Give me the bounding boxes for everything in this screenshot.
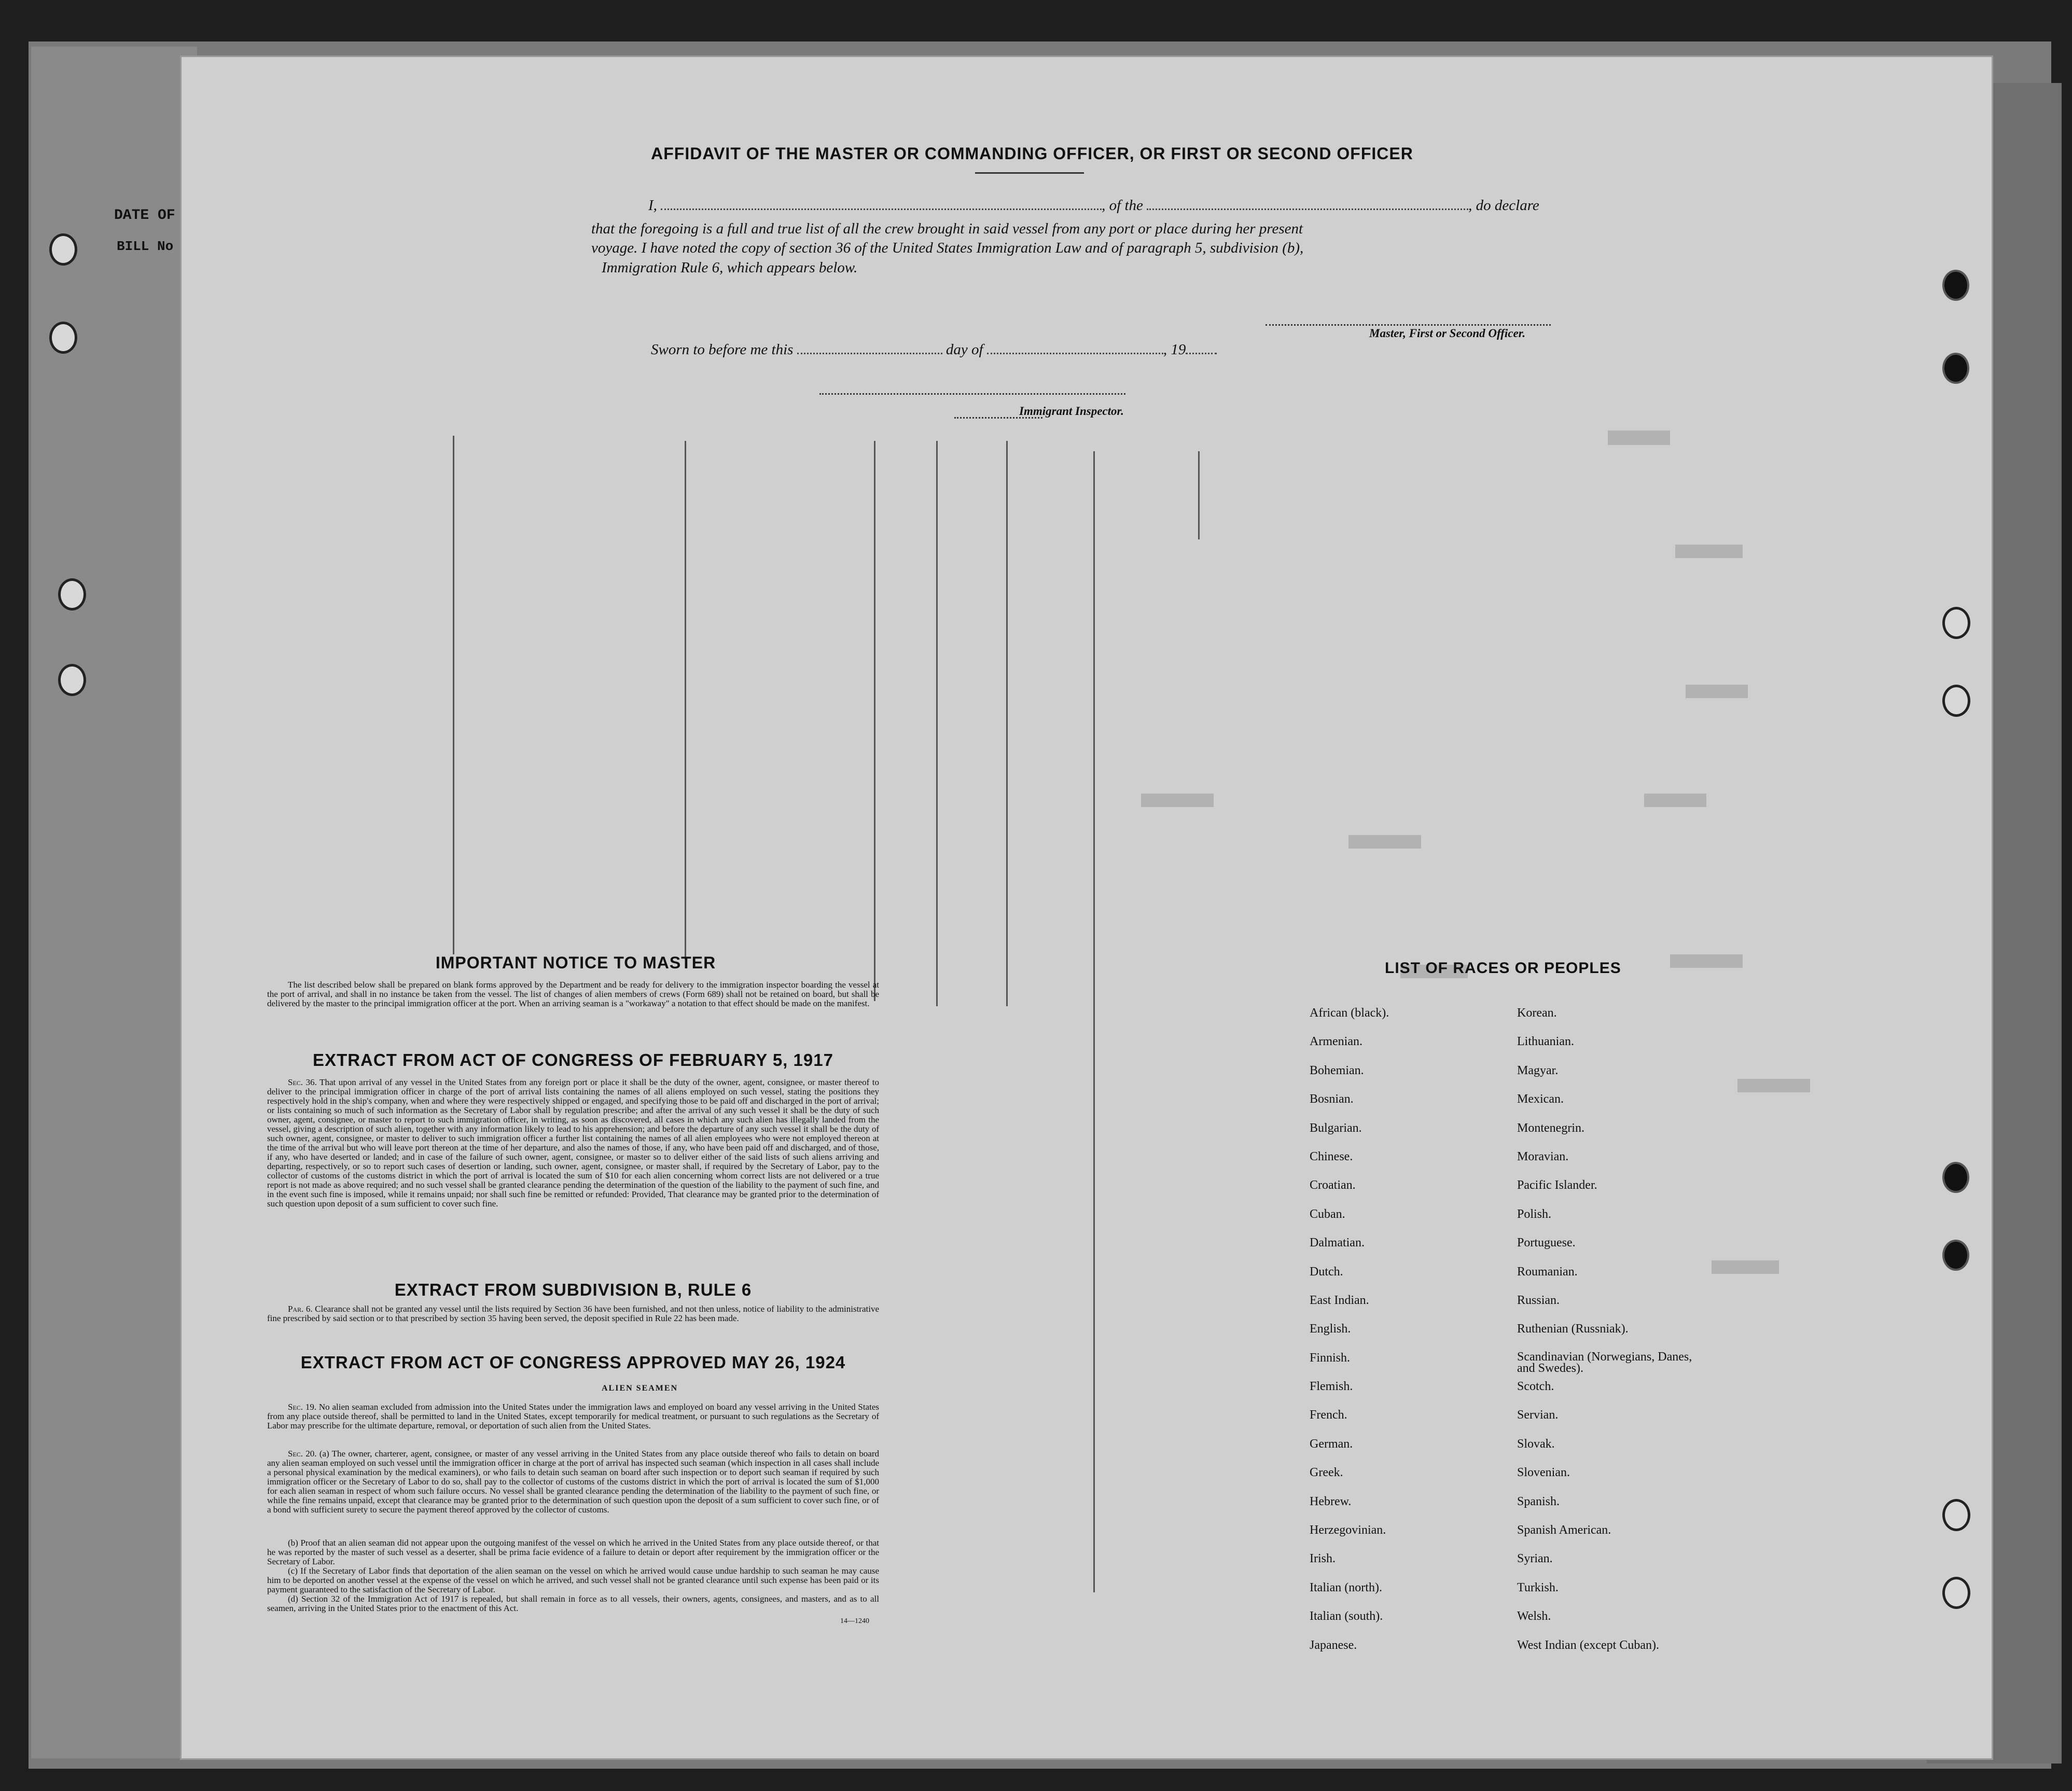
races-column-2 <box>1517 1006 1704 1667</box>
race-item: Lithuanian. <box>1517 1035 1574 1049</box>
races-title: LIST OF RACES OR PEOPLES <box>1385 960 1621 977</box>
race-item: Spanish American. <box>1517 1523 1611 1537</box>
title-rule <box>975 172 1084 174</box>
race-item: Irish. <box>1310 1552 1336 1566</box>
sec-19-body: No alien seaman excluded from admission into the United States under the immigration laws and employed on board any vessel arriving in the United States from any place outside thereof, shall be permitted to land in the United States, except temporarily for medical treatment, or pursuant to such regulations as the Secretary of Labor may prescribe for the ultimate departure, removal, or deportation of such alien from the United States. <box>267 1402 879 1431</box>
master-signature-label: Master, First or Second Officer. <box>1369 327 1526 340</box>
inspector-rule-top <box>819 393 1125 395</box>
inspector-label: Immigrant Inspector. <box>1019 405 1124 418</box>
race-item: Bulgarian. <box>1310 1121 1362 1135</box>
race-item: Polish. <box>1517 1207 1552 1221</box>
affidavit-line-4: Immigration Rule 6, which appears below. <box>602 259 858 276</box>
race-item: German. <box>1310 1437 1353 1451</box>
race-item: Ruthenian (Russniak). <box>1517 1322 1629 1336</box>
punch-hole <box>1942 1240 1969 1271</box>
column-rule <box>874 441 875 1001</box>
affidavit-i: I, <box>648 197 657 214</box>
race-item: Mexican. <box>1517 1092 1564 1106</box>
bleed-mark <box>1644 794 1706 807</box>
race-item: Slovenian. <box>1517 1466 1570 1480</box>
sec-20-label: Sec. 20. <box>288 1449 317 1459</box>
extract-1924-title: EXTRACT FROM ACT OF CONGRESS APPROVED MAY 26, 1924 <box>300 1353 846 1372</box>
sec-20c-paragraph: (c) If the Secretary of Labor finds that deportation of the alien seaman on the vessel on which he arrived would cause undue hardship to such seaman he may cause him to be deported on another vessel at the expense of the vessel on which he arrived, and such vessel shall not be granted clearance until such expense has been paid or its payment guaranteed to the satisfaction of the Secretary of Labor. <box>267 1566 879 1594</box>
alien-seamen-subtitle: ALIEN SEAMEN <box>602 1384 678 1393</box>
race-item: West Indian (except Cuban). <box>1517 1638 1659 1652</box>
column-rule <box>685 441 686 960</box>
race-item: Dalmatian. <box>1310 1236 1365 1250</box>
race-item: Scandinavian (Norwegians, Danes, and Swedes). <box>1517 1350 1692 1375</box>
race-item: Bosnian. <box>1310 1092 1354 1106</box>
bleed-mark <box>1670 954 1743 968</box>
race-item: East Indian. <box>1310 1293 1369 1307</box>
race-item: Italian (north). <box>1310 1580 1382 1594</box>
race-item: Chinese. <box>1310 1149 1353 1163</box>
master-signature-line <box>1266 324 1551 326</box>
sec-20d-paragraph: (d) Section 32 of the Immigration Act of 1917 is repealed, but shall remain in force as to all vessels, their owners, agents, consignees, and masters, and as to all seamen, arriving in the United States prior to the enactment of this Act. <box>267 1594 879 1613</box>
punch-hole <box>1942 1499 1970 1531</box>
race-item: Croatian. <box>1310 1178 1356 1192</box>
race-item: Spanish. <box>1517 1494 1560 1508</box>
race-item: Armenian. <box>1310 1035 1362 1049</box>
bleed-mark <box>1608 431 1670 445</box>
column-rule <box>1093 451 1095 1592</box>
sec-19-label: Sec. 19. <box>288 1402 317 1412</box>
par-6-label: Par. 6. <box>288 1304 313 1314</box>
bleed-mark <box>1348 835 1421 849</box>
bleed-mark <box>1141 794 1214 807</box>
affidavit-declare: , do declare <box>1468 197 1539 214</box>
race-item: French. <box>1310 1408 1347 1422</box>
race-item: Dutch. <box>1310 1265 1343 1279</box>
underlying-left-strip <box>31 47 197 1758</box>
sworn-year-blank <box>1186 342 1217 354</box>
punch-hole <box>1942 1162 1969 1193</box>
sec-36-label: Sec. 36. <box>288 1077 317 1087</box>
race-item: Syrian. <box>1517 1552 1553 1566</box>
affidavit-line-3: voyage. I have noted the copy of section 36 of the United States Immigration Law and of paragraph 5, subdivision (b), <box>591 240 1304 256</box>
extract-1917-title: EXTRACT FROM ACT OF CONGRESS OF FEBRUARY 5, 1917 <box>313 1050 833 1070</box>
punch-hole <box>49 322 77 354</box>
par-6-body: Clearance shall not be granted any vessel until the lists required by Section 36 have been furnished, and not then unless, notice of liability to the administrative fine prescribed by said section or to that prescribed by section 35 having been served, the deposit specified in Rule 22 has been made. <box>267 1304 879 1323</box>
race-item: Pacific Islander. <box>1517 1178 1597 1192</box>
sec-20a-paragraph <box>267 1449 879 1515</box>
sworn-year: , 19 <box>1163 341 1186 358</box>
race-item: Korean. <box>1517 1006 1557 1020</box>
punch-hole <box>1942 353 1969 384</box>
race-item: Turkish. <box>1517 1580 1559 1594</box>
sec-19-paragraph <box>267 1403 879 1431</box>
vessel-blank <box>1147 198 1468 210</box>
rule-6-paragraph <box>267 1304 879 1323</box>
race-item: Bohemian. <box>1310 1063 1364 1077</box>
punch-hole <box>58 664 86 696</box>
affidavit-line-2: that the foregoing is a full and true list of all the crew brought in said vessel from any port or place during her present <box>591 220 1303 237</box>
punch-hole <box>58 578 86 610</box>
sec-20a-body: (a) The owner, charterer, agent, consignee, or master of any vessel arriving in the United States from any place outside thereof who fails to detain on board any alien seaman employed on such vessel until the immigration officer in charge at the port of arrival has inspected such seaman (which inspection in all cases shall include a personal physical examination by the medical examiners), or who fails to detain such seaman on board after such inspection or to deport such seaman if required by such immigration officer or the Secretary of Labor to do so, shall pay to the collector of customs of the customs district in which the port of arrival is located the sum of $1,000 for each alien seaman in respect of whom such failure occurs. No vessel shall be granted clearance pending the determination of the liability to the payment of such fine, or while the fine remains unpaid, except that clearance may be granted prior to the determination of such question upon the deposit of a sum sufficient to cover such fine, or of a bond with sufficient surety to secure the payment thereof approved by the collector of customs. <box>267 1449 880 1515</box>
race-item: Herzegovinian. <box>1310 1523 1386 1537</box>
sworn-line <box>651 341 1217 358</box>
behind-date-label: DATE OF <box>114 207 175 224</box>
race-item: African (black). <box>1310 1006 1389 1020</box>
races-column-1 <box>1310 1006 1389 1667</box>
race-item: English. <box>1310 1322 1351 1336</box>
column-rule <box>936 441 938 1006</box>
sec-20b-paragraph: (b) Proof that an alien seaman did not appear upon the outgoing manifest of the vessel on which he arrived in the United States from any place outside thereof, or that he was reported by the master of such vessel as a deserter, shall be prima facie evidence of a failure to detain or deport after requirement by the immigration officer or the Secretary of Labor. <box>267 1538 879 1566</box>
race-item: Russian. <box>1517 1293 1560 1307</box>
sworn-day-of: day of <box>945 341 983 358</box>
bleed-mark <box>1737 1079 1810 1092</box>
affidavit-title: AFFIDAVIT OF THE MASTER OR COMMANDING OFFICER, OR FIRST OR SECOND OFFICER <box>651 144 1413 163</box>
column-rule <box>1198 451 1200 539</box>
race-item: Cuban. <box>1310 1207 1345 1221</box>
punch-hole <box>1942 1577 1970 1609</box>
punch-hole <box>1942 607 1970 639</box>
race-item: Flemish. <box>1310 1380 1353 1394</box>
race-item: Scotch. <box>1517 1380 1554 1394</box>
notice-body: The list described below shall be prepared on blank forms approved by the Department and be ready for delivery to the immigration inspector boarding the vessel at the port of arrival, and shall in no instance be taken from the vessel. The list of changes of alien members of crews (Form 689) shall not be retained on board, but shall be delivered by the master to the principal immigration officer at the port. When an arriving seaman is a "workaway" a notation to that effect should be made on the manifest. <box>267 980 879 1008</box>
name-blank <box>661 198 1102 210</box>
sworn-text: Sworn to before me this <box>651 341 794 358</box>
rule-6-title: EXTRACT FROM SUBDIVISION B, RULE 6 <box>394 1280 752 1299</box>
behind-bill-label: BILL No <box>117 239 174 254</box>
race-item: Hebrew. <box>1310 1494 1352 1508</box>
sworn-month-blank <box>987 342 1163 354</box>
punch-hole <box>1942 685 1970 717</box>
race-item: Japanese. <box>1310 1638 1357 1652</box>
bleed-mark <box>1712 1260 1779 1274</box>
race-item: Italian (south). <box>1310 1609 1383 1623</box>
bleed-mark <box>1686 685 1748 698</box>
punch-hole <box>1942 270 1969 301</box>
race-item: Montenegrin. <box>1517 1121 1584 1135</box>
race-item: Moravian. <box>1517 1149 1569 1163</box>
sec-36-body: That upon arrival of any vessel in the United States from any foreign port or place it shall be the duty of the owner, agent, consignee, or master thereof to deliver to the principal immigration officer in charge of the port of arrival lists containing the names of all aliens employed on such vessel, stating the positions they respectively hold in the ship's company, when and where they were respectively shipped or engaged, and specifying those to be paid off and discharged in the port of arrival; or lists containing so much of such information as the Secretary of Labor shall by regulation prescribe; and after the arrival of any such vessel it shall be the duty of such owner, agent, consignee, or master to report to such immigration officer, in writing, as soon as discovered, all cases in which any such alien has illegally landed from the vessel, giving a description of such alien, together with any information likely to lead to his apprehension; and before the departure of any such vessel it shall be the duty of such owner, agent, consignee, or master to deliver to such immigration officer a further list containing the names of all alien employees who were not employed thereon at the time of the arrival but who will leave port thereon at the time of her departure, and also the names of those, if any, who have been paid off and discharged, and of those, if any, who have deserted or landed; and in case of the failure of such owner, agent, consignee, or master so to deliver either of the said lists of such aliens arriving and departing, respectively, or so to report such cases of desertion or landing, such owner, agent, consignee, or master shall, if required by the Secretary of Labor, pay to the collector of customs of the customs district in which the port of arrival is located the sum of $10 for each alien concerning whom correct lists are not delivered or a true report is not made as above required; and no such vessel shall be granted clearance pending the determination of the question of the liability to the payment of such fine, and in the event such fine is imposed, while it remains unpaid; nor shall such fine be remitted or refunded: Provided, That clearance may be granted prior to the determination of such question upon deposit of a sum sufficient to cover such fine. <box>267 1077 879 1209</box>
form-number: 14—1240 <box>840 1617 869 1625</box>
bleed-mark <box>1675 545 1743 558</box>
race-item: Greek. <box>1310 1466 1343 1480</box>
race-item: Roumanian. <box>1517 1265 1578 1279</box>
race-item: Finnish. <box>1310 1351 1351 1365</box>
race-item: Servian. <box>1517 1408 1559 1422</box>
race-item: Welsh. <box>1517 1609 1551 1623</box>
race-item: Slovak. <box>1517 1437 1555 1451</box>
sworn-date-blank <box>797 342 942 354</box>
column-rule <box>453 436 454 954</box>
punch-hole <box>49 233 77 266</box>
column-rule <box>1006 441 1008 1006</box>
race-item: Portuguese. <box>1517 1236 1576 1250</box>
affidavit-line-1 <box>648 197 1539 214</box>
race-item: Magyar. <box>1517 1063 1559 1077</box>
extract-1917-paragraph <box>267 1078 879 1209</box>
notice-title: IMPORTANT NOTICE TO MASTER <box>435 953 716 972</box>
affidavit-of-the: , of the <box>1102 197 1143 214</box>
document-page <box>182 57 1992 1758</box>
